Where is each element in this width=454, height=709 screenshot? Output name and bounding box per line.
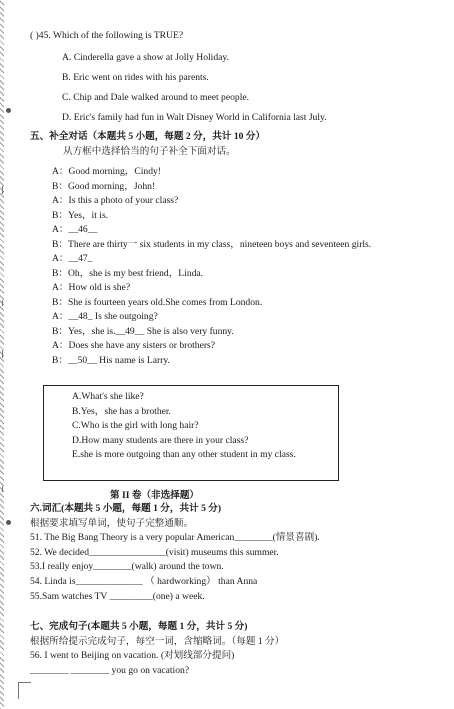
- question-45-option-b: B. Eric went on rides with his parents.: [62, 72, 209, 83]
- dialogue-line: B：Oh，she is my best friend，Linda.: [52, 268, 204, 279]
- sentence-item: ________ ________ you go on vacation?: [30, 665, 190, 676]
- dialogue-line: B：There are thirty一 six students in my class，nineteen boys and seventeen girls.: [52, 239, 372, 250]
- dialogue-line: A：Good morning，Cindy!: [52, 166, 161, 177]
- box-option-b: B.Yes，she has a brother.: [72, 406, 171, 417]
- section-6-title: 六.词汇(本题共 5 小题，每题 1 分，共计 5 分): [30, 503, 222, 514]
- part-2-title: 第 II 卷（非选择题）: [110, 490, 200, 501]
- section-6-instruction: 根据要求填写单词，使句子完整通顺。: [30, 518, 194, 529]
- dialogue-line: B：__50__ His name is Larry.: [52, 355, 170, 366]
- dialogue-line: B：Good morning，John!: [52, 181, 156, 192]
- margin-mark: [2, 186, 3, 194]
- section-7-instruction: 根据所给提示完成句子，每空一词，含缩略词。（每题 1 分）: [30, 636, 285, 647]
- binding-hole-dot: [6, 108, 11, 113]
- dialogue-line: A：How old is she?: [52, 282, 131, 293]
- section-7-title: 七、完成句子(本题共 5 小题，每题 1 分，共计 5 分): [30, 621, 248, 632]
- vocab-item: 51. The Big Bang Theory is a very popular American________(情景喜剧).: [30, 532, 320, 543]
- section-5-instruction: 从方框中选择恰当的句子补全下面对话。: [63, 146, 236, 157]
- binding-hole-dot: [6, 520, 11, 525]
- vocab-item: 52. We decided________________(visit) museums this summer.: [30, 547, 279, 558]
- section-5-title: 五、补全对话（本题共 5 小题，每题 2 分，共计 10 分）: [30, 131, 266, 142]
- crop-mark: [18, 682, 31, 699]
- question-45-option-d: D. Eric's family had fun in Walt Disney World in California last July.: [62, 112, 327, 123]
- question-45-option-c: C. Chip and Dale walked around to meet people.: [62, 92, 250, 103]
- box-option-d: D.How many students are there in your class?: [72, 435, 249, 446]
- dialogue-line: A：Does she have any sisters or brothers?: [52, 340, 216, 351]
- dialogue-line: A：Is this a photo of your class?: [52, 195, 179, 206]
- question-45-stem: ( )45. Which of the following is TRUE?: [30, 30, 184, 41]
- margin-mark: [2, 350, 3, 358]
- question-45-option-a: A. Cinderella gave a show at Jolly Holiday.: [62, 52, 229, 63]
- vocab-item: 55.Sam watches TV _________(one) a week.: [30, 591, 205, 602]
- margin-mark: [2, 300, 3, 306]
- dialogue-line: A：__48_ Is she outgoing?: [52, 311, 158, 322]
- vocab-item: 53.I really enjoy________(walk) around the town.: [30, 561, 224, 572]
- dialogue-line: B：Yes，she is.__49__ She is also very funny.: [52, 326, 234, 337]
- dialogue-line: B：Yes，it is.: [52, 210, 109, 221]
- box-option-e: E.she is more outgoing than any other student in my class.: [72, 449, 296, 460]
- dialogue-line: B：She is fourteen years old.She comes from London.: [52, 297, 263, 308]
- dialogue-line: A：__47_: [52, 253, 93, 264]
- box-option-c: C.Who is the girl with long hair?: [72, 420, 199, 431]
- margin-mark: [2, 486, 3, 492]
- sentence-item: 56. I went to Beijing on vacation. (对划线部分提问): [30, 650, 235, 661]
- dialogue-line: A：__46__: [52, 224, 98, 235]
- box-option-a: A.What's she like?: [72, 391, 144, 402]
- vocab-item: 54. Linda is______________ （ hardworking） than Anna: [30, 576, 258, 587]
